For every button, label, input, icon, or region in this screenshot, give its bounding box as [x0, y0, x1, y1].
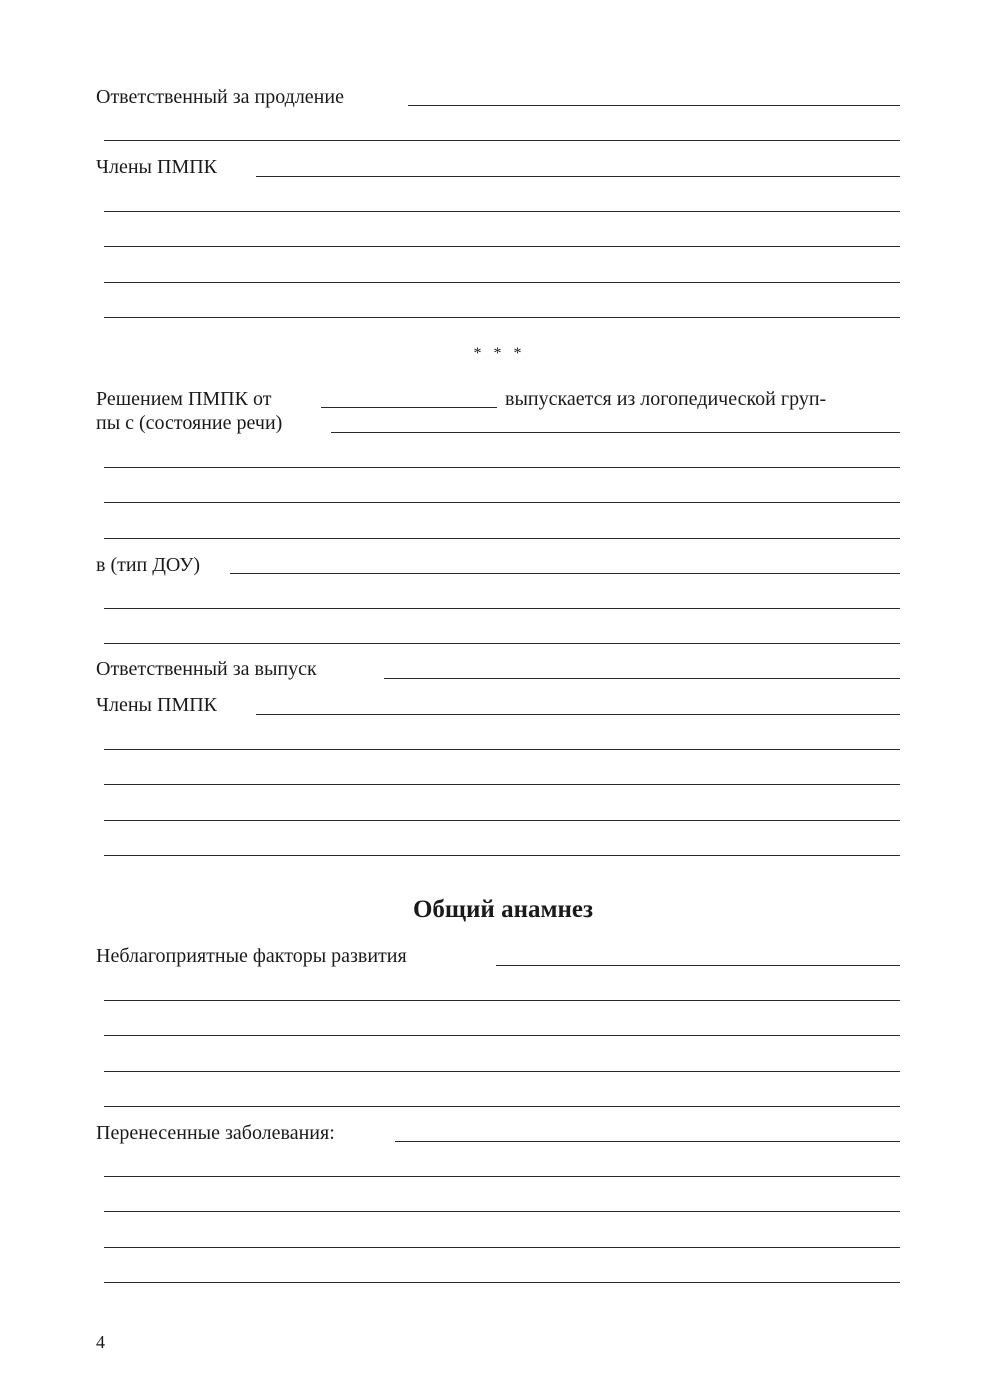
members-field[interactable]: [256, 714, 900, 715]
responsible-extension-label: Ответственный за продление: [96, 86, 344, 108]
blank-line[interactable]: [104, 246, 900, 247]
blank-line[interactable]: [104, 538, 900, 539]
blank-line[interactable]: [104, 1247, 900, 1248]
blank-line[interactable]: [104, 140, 900, 141]
blank-line[interactable]: [104, 1071, 900, 1072]
responsible-extension-field[interactable]: [408, 105, 900, 106]
adverse-factors-label: Неблагоприятные факторы развития: [96, 945, 407, 967]
blank-line[interactable]: [104, 1282, 900, 1283]
blank-line[interactable]: [104, 749, 900, 750]
members-label: Члены ПМПК: [96, 694, 218, 716]
blank-line[interactable]: [104, 820, 900, 821]
blank-line[interactable]: [104, 1035, 900, 1036]
section-separator: * * *: [473, 345, 526, 362]
blank-line[interactable]: [104, 211, 900, 212]
blank-line[interactable]: [104, 784, 900, 785]
blank-line[interactable]: [104, 1000, 900, 1001]
dou-type-field[interactable]: [230, 573, 900, 574]
blank-line[interactable]: [104, 317, 900, 318]
blank-line[interactable]: [104, 855, 900, 856]
blank-line[interactable]: [104, 502, 900, 503]
members-field[interactable]: [256, 176, 900, 177]
blank-line[interactable]: [104, 643, 900, 644]
blank-line[interactable]: [104, 1211, 900, 1212]
speech-state-label: пы с (состояние речи): [96, 412, 283, 434]
speech-state-field[interactable]: [331, 432, 900, 433]
blank-line[interactable]: [104, 1106, 900, 1107]
decision-date-field[interactable]: [321, 407, 497, 408]
responsible-release-field[interactable]: [384, 678, 900, 679]
past-diseases-field[interactable]: [395, 1141, 900, 1142]
dou-type-label: в (тип ДОУ): [96, 554, 201, 576]
blank-line[interactable]: [104, 608, 900, 609]
decision-prefix-text: Решением ПМПК от: [96, 388, 272, 410]
responsible-release-label: Ответственный за выпуск: [96, 658, 317, 680]
section-heading: Общий анамнез: [412, 896, 594, 923]
decision-suffix-text: выпускается из логопедической груп-: [505, 388, 827, 410]
adverse-factors-field[interactable]: [496, 965, 900, 966]
blank-line[interactable]: [104, 467, 900, 468]
members-label: Члены ПМПК: [96, 156, 218, 178]
blank-line[interactable]: [104, 1176, 900, 1177]
past-diseases-label: Перенесенные заболевания:: [96, 1122, 335, 1144]
blank-line[interactable]: [104, 282, 900, 283]
page-number: 4: [96, 1332, 105, 1352]
